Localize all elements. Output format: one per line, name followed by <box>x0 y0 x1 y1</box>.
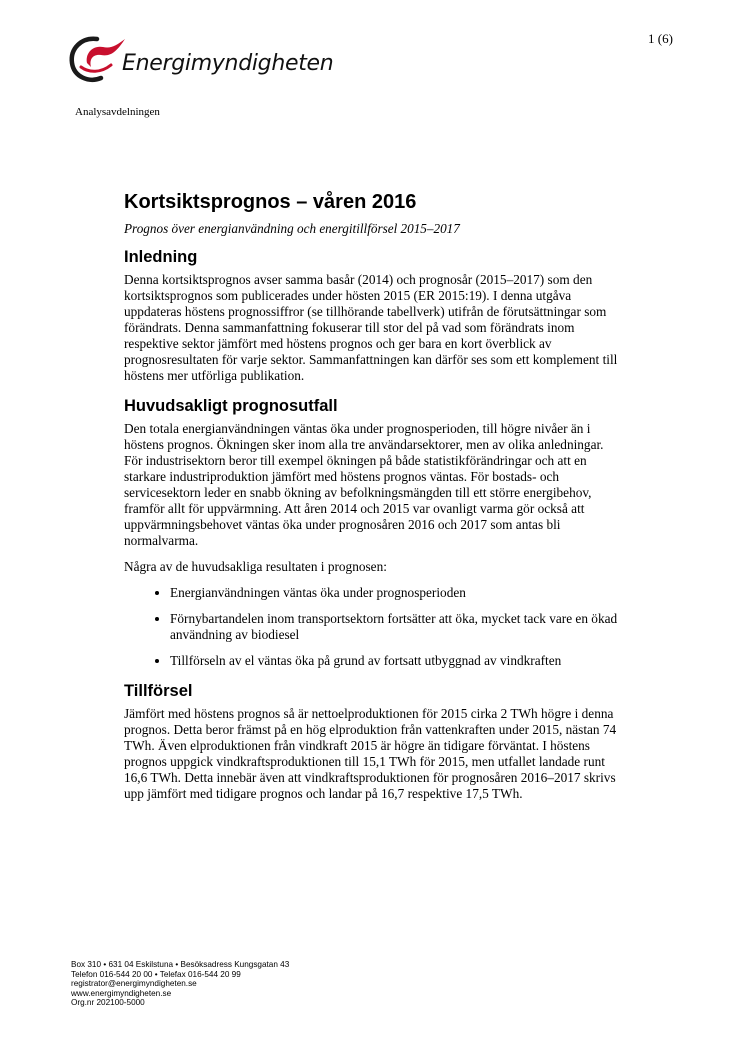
list-item: • Förnybartandelen inom transportsektorn fortsätter att öka, mycket tack vare en ökad användning av biodiesel <box>170 611 624 643</box>
list-item: • Tillförseln av el väntas öka på grund av fortsatt utbyggnad av vindkraften <box>170 653 624 669</box>
logo-swoosh-icon <box>67 33 127 87</box>
footer-phone: Telefon 016-544 20 00 • Telefax 016-544 20 99 <box>71 969 241 979</box>
paragraph-huvudsakligt: Den totala energianvändningen väntas öka under prognosperioden, till högre nivåer än i höstens prognos. Ökningen sker inom alla tre användarsektorer, men av olika anledningar. För industrisektorn beror till exempel ökningen på både statistikförändringar och att en starkare industriproduktion jämfört med höstens prognos väntas. För bostads- och servicesektorn leder en snabb ökning av befolkningsmängden till ett större energibehov, framför allt för uppvärmning. Att åren 2014 och 2015 var ovanligt varma gör också att uppvärmningsbehovet väntas öka under prognosåren 2016 och 2017 som antas bli normalvarma. <box>124 421 604 548</box>
heading-tillforsel: Tillförsel <box>124 682 193 700</box>
footer-email: registrator@energimyndigheten.se <box>71 979 197 989</box>
list-intro: Några av de huvudsakliga resultaten i prognosen: <box>124 559 387 574</box>
agency-logo <box>67 33 337 87</box>
heading-huvudsakligt: Huvudsakligt prognosutfall <box>124 397 338 415</box>
list-item: • Energianvändningen väntas öka under prognosperioden <box>170 585 624 601</box>
results-list <box>124 585 624 669</box>
footer-contact <box>71 960 371 1008</box>
page-title: Kortsiktsprognos – våren 2016 <box>124 191 417 213</box>
logo-wordmark: Energimyndigheten <box>122 51 334 76</box>
footer-address: Box 310 • 631 04 Eskilstuna • Besöksadress Kungsgatan 43 <box>71 960 290 969</box>
paragraph-inledning: Denna kortsiktsprognos avser samma basår (2014) och prognosår (2015–2017) som den kortsiktsprognos som publicerades under hösten 2015 (ER 2015:19). I denna utgåva uppdateras höstens prognossiffror (se tillhörande tabellverk) utifrån de förutsättningar som förändrats. Denna sammanfattning fokuserar till stor del på vad som förändrats inom respektive sektor jämfört med höstens prognos och ger bara en kort överblick av prognosresultaten för varje sektor. Sammanfattningen kan därför ses som ett komplement till höstens mer utförliga publikation. <box>124 272 618 383</box>
footer-org-number: Org.nr 202100-5000 <box>71 998 145 1008</box>
paragraph-tillforsel: Jämfört med höstens prognos så är nettoelproduktionen för 2015 cirka 2 TWh högre i denna prognos. Detta beror främst på en hög elproduktion från vattenkraften under 2015, nästan 74 TWh. Även elproduktionen från vindkraft 2015 är högre än tidigare förväntat. I höstens prognos uppgick vindkraftsproduktionen till 15,1 TWh för 2015, men utfallet landade runt 16,6 TWh. Detta innebär även att vindkraftsproduktionen för prognosåren 2016–2017 skrivs upp jämfört med tidigare prognos och landar på 16,7 respektive 17,5 TWh. <box>124 706 617 801</box>
page-subtitle: Prognos över energianvändning och energitillförsel 2015–2017 <box>124 221 460 236</box>
heading-inledning: Inledning <box>124 248 198 266</box>
footer-website: www.energimyndigheten.se <box>71 988 172 998</box>
department-label: Analysavdelningen <box>75 106 160 118</box>
page-number: 1 (6) <box>648 31 673 46</box>
document-body <box>124 190 624 812</box>
